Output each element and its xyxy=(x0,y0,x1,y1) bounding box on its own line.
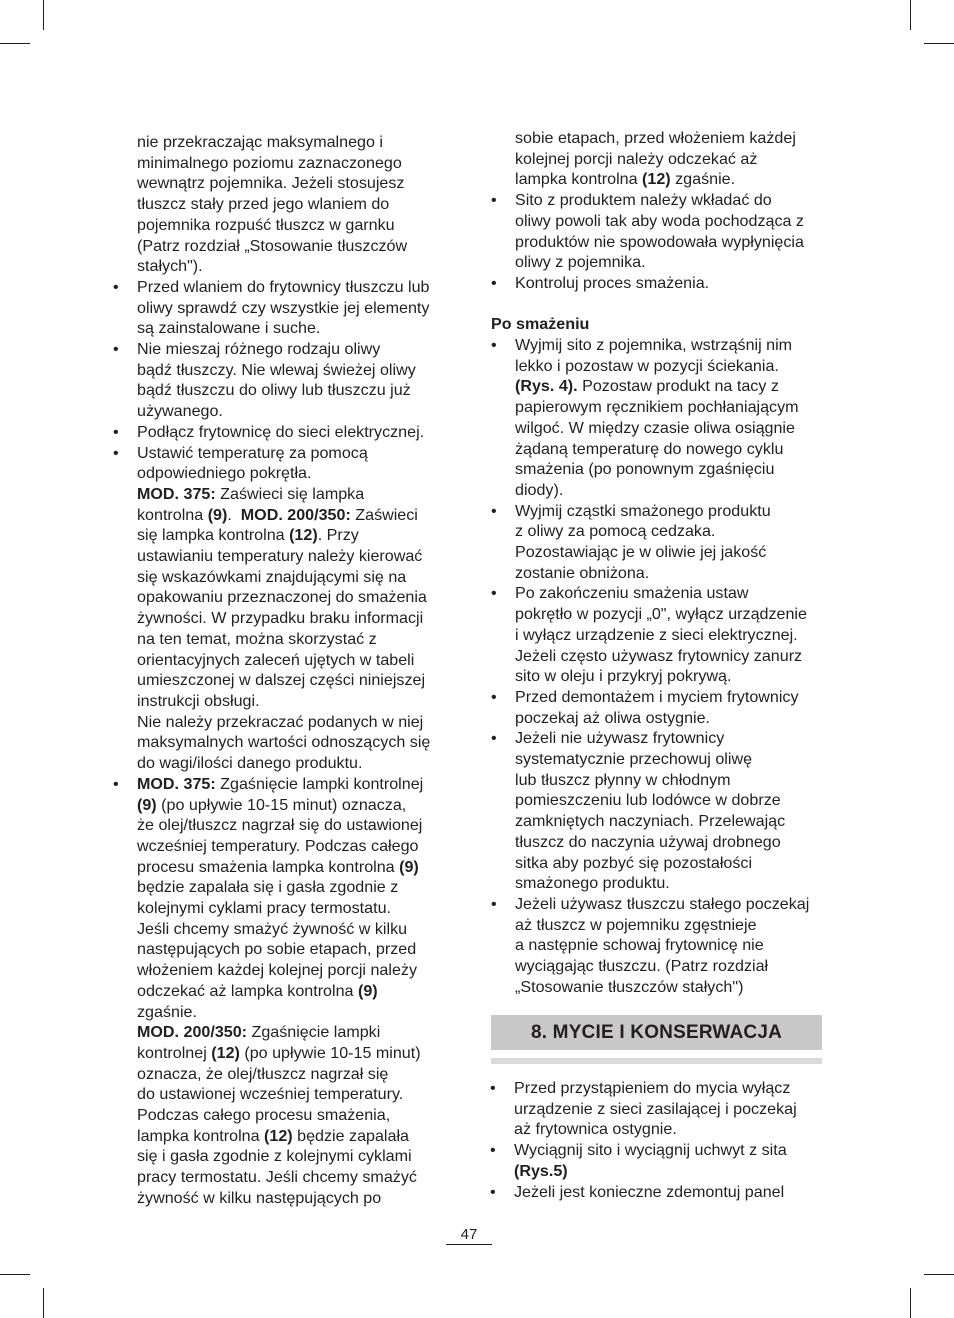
text-line: poczekaj aż oliwa ostygnie. xyxy=(515,708,711,727)
text-line: i wyłącz urządzenie z sieci elektrycznej. xyxy=(515,625,798,644)
crop-mark xyxy=(924,43,954,44)
text-span: Zaświeci xyxy=(350,505,418,524)
intro-paragraph xyxy=(137,132,457,277)
text-line: sitka aby pozbyć się pozostałości xyxy=(515,853,753,872)
text-line: Kontroluj proces smażenia. xyxy=(515,273,710,292)
model-label: MOD. 375: xyxy=(137,484,216,503)
left-column xyxy=(113,132,457,1209)
text-line: się i gasła zgodnie z kolejnymi cyklami xyxy=(137,1147,412,1166)
text-span: Zaświeci się lampka xyxy=(215,484,365,503)
text-line: będzie zapalała się i gasła zgodnie z xyxy=(137,878,399,897)
text-line: następujących po sobie etapach, przed xyxy=(137,940,417,959)
text-line: wilgoć. W między czasie oliwa osiągnie xyxy=(515,418,795,437)
text-line: Nie należy przekraczać podanych w niej xyxy=(137,712,424,731)
text-line: sito w oleju i przykryj pokrywą. xyxy=(515,667,732,686)
text-line: pracy termostatu. Jeśli chcemy smażyć xyxy=(137,1168,417,1187)
text-line: Jeśli chcemy smażyć żywność w kilku xyxy=(137,919,408,938)
text-line: na ten temat, można skorzystać z xyxy=(137,629,377,648)
crop-mark xyxy=(924,1274,954,1275)
text-line xyxy=(137,981,457,1002)
list-item xyxy=(490,1182,834,1203)
text-line: zgaśnie. xyxy=(137,1002,197,1021)
bullet-icon: • xyxy=(113,422,119,441)
reference-number: (12) xyxy=(289,526,318,545)
list-item xyxy=(113,443,457,774)
text-line: instrukcji obsługi. xyxy=(137,691,260,710)
text-line: lub tłuszcz płynny w chłodnym xyxy=(515,770,731,789)
text-line: są zainstalowane i suche. xyxy=(137,319,321,338)
text-line: Wyjmij sito z pojemnika, wstrząśnij nim xyxy=(515,336,793,355)
crop-mark xyxy=(43,0,44,30)
text-span: . Przy xyxy=(317,526,359,545)
bullet-icon: • xyxy=(113,774,119,793)
text-line: Podłącz frytownicę do sieci elektrycznej. xyxy=(137,422,425,441)
bullet-icon: • xyxy=(491,501,497,520)
crop-mark xyxy=(0,43,30,44)
text-line xyxy=(137,525,457,546)
text-line: do ustawionej wcześniej temperatury. xyxy=(137,1085,404,1104)
page-number: 47 xyxy=(460,1226,478,1243)
text-line: Przed wlaniem do frytownicy tłuszczu lub xyxy=(137,277,430,296)
text-line: Ustawić temperaturę za pomocą xyxy=(137,443,368,462)
bullet-icon: • xyxy=(113,340,119,359)
text-line: wcześniej temperatury. Podczas całego xyxy=(137,836,419,855)
bullet-icon: • xyxy=(113,443,119,462)
text-line xyxy=(137,795,457,816)
text-line: wyciągając tłuszczu. (Patrz rozdział xyxy=(515,957,769,976)
text-span: . xyxy=(227,505,241,524)
text-line xyxy=(137,857,457,878)
text-line: minimalnego poziomu zaznaczonego xyxy=(137,153,402,172)
text-line: sobie etapach, przed włożeniem każdej xyxy=(515,129,796,147)
list-item xyxy=(490,1140,834,1181)
text-line xyxy=(137,484,457,505)
text-line: umieszczonej w dalszej części niniejszej xyxy=(137,671,426,690)
text-span: kontrolnej xyxy=(137,1043,212,1062)
text-line xyxy=(137,505,457,526)
section-heading-underbar xyxy=(491,1058,822,1064)
text-line: oliwy powoli tak aby woda pochodząca z xyxy=(515,211,804,230)
reference-number: (12) xyxy=(264,1126,293,1145)
reference-number: (9) xyxy=(357,981,378,1000)
text-line: lekko i pozostaw w pozycji ściekania. xyxy=(515,356,779,375)
text-line: Wyjmij cząstki smażonego produktu xyxy=(515,501,771,520)
bullet-icon: • xyxy=(490,1079,496,1097)
text-line: maksymalnych wartości odnoszących się xyxy=(137,733,431,752)
reference-number: (9) xyxy=(137,795,157,814)
text-line: wewnątrz pojemnika. Jeżeli stosujesz xyxy=(137,174,405,193)
text-span: odczekać aż lampka kontrolna xyxy=(137,981,358,1000)
text-line: (Patrz rozdział „Stosowanie tłuszczów xyxy=(137,236,408,255)
bullet-icon: • xyxy=(491,687,497,706)
list-item xyxy=(113,339,457,422)
list-item xyxy=(113,774,457,1209)
bullet-icon: • xyxy=(491,273,497,292)
list-item xyxy=(491,501,835,584)
text-line: Nie mieszaj różnego rodzaju oliwy xyxy=(137,340,381,359)
text-span: procesu smażenia lampka kontrolna xyxy=(137,857,400,876)
right-column-lower xyxy=(490,1078,834,1202)
text-line: do wagi/ilości danego produktu. xyxy=(137,754,363,773)
text-line: się wskazówkami znajdującymi się na xyxy=(137,567,407,586)
text-line: diody). xyxy=(515,480,564,499)
list-item xyxy=(491,335,835,501)
text-line: Sito z produktem należy wkładać do xyxy=(515,191,772,210)
text-line: oznacza, że olej/tłuszcz nagrzał się xyxy=(137,1064,389,1083)
text-line xyxy=(137,1022,457,1043)
list-item xyxy=(490,1078,834,1140)
figure-reference: (Rys. 4). xyxy=(515,377,578,396)
bullet-icon: • xyxy=(490,1141,496,1160)
list-item xyxy=(113,277,457,339)
bullet-icon: • xyxy=(491,191,497,210)
text-line: używanego. xyxy=(137,402,223,421)
text-line: żywność w kilku następujących po xyxy=(137,1188,382,1207)
text-line: nie przekraczając maksymalnego i xyxy=(137,133,383,151)
reference-number: (12) xyxy=(211,1043,240,1062)
text-line: Po zakończeniu smażenia ustaw xyxy=(515,584,749,603)
text-span: kontrolna xyxy=(137,505,208,524)
text-span: lampka kontrolna xyxy=(515,170,643,189)
bullet-icon: • xyxy=(490,1182,496,1201)
text-line: Przed przystąpieniem do mycia wyłącz xyxy=(514,1079,791,1097)
text-line: a następnie schowaj frytownicę nie xyxy=(515,936,764,955)
text-line: bądź tłuszczu do oliwy lub tłuszczu już xyxy=(137,381,411,400)
text-line: żądaną temperaturę do nowego cyklu xyxy=(515,439,784,458)
model-label: MOD. 375: xyxy=(137,774,216,793)
right-column xyxy=(491,128,835,998)
text-line xyxy=(137,774,457,795)
model-label: MOD. 200/350: xyxy=(137,1023,248,1042)
text-line: zostanie obniżona. xyxy=(515,563,650,582)
reference-number: (9) xyxy=(207,505,228,524)
text-line: Jeżeli często używasz frytownicy zanurz xyxy=(515,646,803,665)
text-line: Jeżeli nie używasz frytownicy xyxy=(515,729,725,748)
text-span: (po upływie 10-15 minut) oznacza, xyxy=(156,795,407,814)
text-line: pojemnika rozpuść tłuszcz w garnku xyxy=(137,215,395,234)
text-span: Zgaśnięcie lampki kontrolnej xyxy=(215,774,424,793)
continued-paragraph xyxy=(515,128,835,190)
text-line xyxy=(514,1161,834,1182)
list-item xyxy=(491,190,835,273)
text-line: Podczas całego procesu smażenia, xyxy=(137,1106,391,1125)
list-item xyxy=(491,894,835,998)
text-line: kolejnej porcji należy odczekać aż xyxy=(515,149,758,168)
bullet-icon: • xyxy=(113,277,119,296)
text-line: odpowiedniego pokrętła. xyxy=(137,464,312,483)
text-line: tłuszcz stały przed jego wlaniem do xyxy=(137,195,390,214)
text-line: orientacyjnych zaleceń ujętych w tabeli xyxy=(137,650,415,669)
text-line: papierowym ręcznikiem pochłaniającym xyxy=(515,398,799,417)
text-line: oliwy sprawdź czy wszystkie jej elementy xyxy=(137,298,430,317)
text-line: stałych"). xyxy=(137,257,203,276)
text-span: Pozostaw produkt na tacy z xyxy=(577,377,779,396)
text-line: Pozostawiając je w oliwie jej jakość xyxy=(515,543,767,562)
text-line: oliwy z pojemnika. xyxy=(515,253,646,272)
text-span: (po upływie 10-15 minut) xyxy=(239,1043,421,1062)
crop-mark xyxy=(910,1288,911,1318)
subheading: Po smażeniu xyxy=(491,315,590,334)
text-line: kolejnymi cyklami pracy termostatu. xyxy=(137,899,391,918)
text-span: będzie zapalała xyxy=(292,1126,409,1145)
text-span: lampka kontrolna xyxy=(137,1126,265,1145)
text-line: włożeniem każdej kolejnej porcji należy xyxy=(137,961,417,980)
text-line: pomieszczeniu lub lodówce w dobrze xyxy=(515,791,781,810)
section-heading-title: 8. MYCIE I KONSERWACJA xyxy=(491,1015,822,1050)
text-line: aż frytownica ostygnie. xyxy=(514,1120,677,1139)
text-line: systematycznie przechowuj oliwę xyxy=(515,750,753,769)
bullet-icon: • xyxy=(491,336,497,355)
page-number-rule xyxy=(446,1244,492,1245)
text-line: pokrętło w pozycji „0", wyłącz urządzenie xyxy=(515,605,807,624)
text-line: urządzenie z sieci zasilającej i poczekaj xyxy=(514,1099,797,1118)
list-item xyxy=(491,728,835,894)
list-item xyxy=(491,273,835,294)
text-line: Przed demontażem i myciem frytownicy xyxy=(515,687,799,706)
text-line: aż tłuszcz w pojemniku zgęstnieje xyxy=(515,915,757,934)
text-line: bądź tłuszczy. Nie wlewaj świeżej oliwy xyxy=(137,360,416,379)
text-span: się lampka kontrolna xyxy=(137,526,290,545)
text-line: ustawianiu temperatury należy kierować xyxy=(137,547,423,566)
text-line: Jeżeli jest konieczne zdemontuj panel xyxy=(514,1182,785,1201)
text-line: z oliwy za pomocą cedzaka. xyxy=(515,522,716,541)
crop-mark xyxy=(910,0,911,30)
list-item xyxy=(491,583,835,687)
text-line: że olej/tłuszcz nagrzał się do ustawionej xyxy=(137,816,423,835)
bullet-icon: • xyxy=(491,584,497,603)
text-line: tłuszcz do naczynia używaj drobnego xyxy=(515,832,781,851)
text-line: Jeżeli używasz tłuszczu stałego poczekaj xyxy=(515,895,810,913)
text-line xyxy=(137,1043,457,1064)
list-item xyxy=(491,687,835,728)
figure-reference: (Rys.5) xyxy=(514,1161,568,1180)
list-item xyxy=(113,422,457,443)
model-label: MOD. 200/350: xyxy=(240,505,351,524)
text-line: smażonego produktu. xyxy=(515,874,670,893)
text-line: żywności. W przypadku braku informacji xyxy=(137,609,424,628)
text-line xyxy=(515,376,835,397)
text-line: Wyciągnij sito i wyciągnij uchwyt z sita xyxy=(514,1141,787,1160)
bullet-icon: • xyxy=(491,729,497,748)
bullet-icon: • xyxy=(491,895,497,913)
text-line xyxy=(515,169,835,190)
text-line: smażenia (po ponownym zgaśnięciu xyxy=(515,460,775,479)
text-line: opakowaniu przeznaczonej do smażenia xyxy=(137,588,427,607)
crop-mark xyxy=(43,1288,44,1318)
reference-number: (12) xyxy=(642,170,671,189)
crop-mark xyxy=(0,1274,30,1275)
reference-number: (9) xyxy=(399,857,419,876)
text-span: Zgaśnięcie lampki xyxy=(247,1023,381,1042)
text-line xyxy=(137,1126,457,1147)
text-line: zamkniętych naczyniach. Przelewając xyxy=(515,812,786,831)
text-span: zgaśnie. xyxy=(670,170,736,189)
text-line: „Stosowanie tłuszczów stałych") xyxy=(515,977,744,996)
section-heading xyxy=(491,1015,822,1050)
text-line: produktów nie spowodowała wypłynięcia xyxy=(515,232,804,251)
spacer xyxy=(515,294,835,315)
